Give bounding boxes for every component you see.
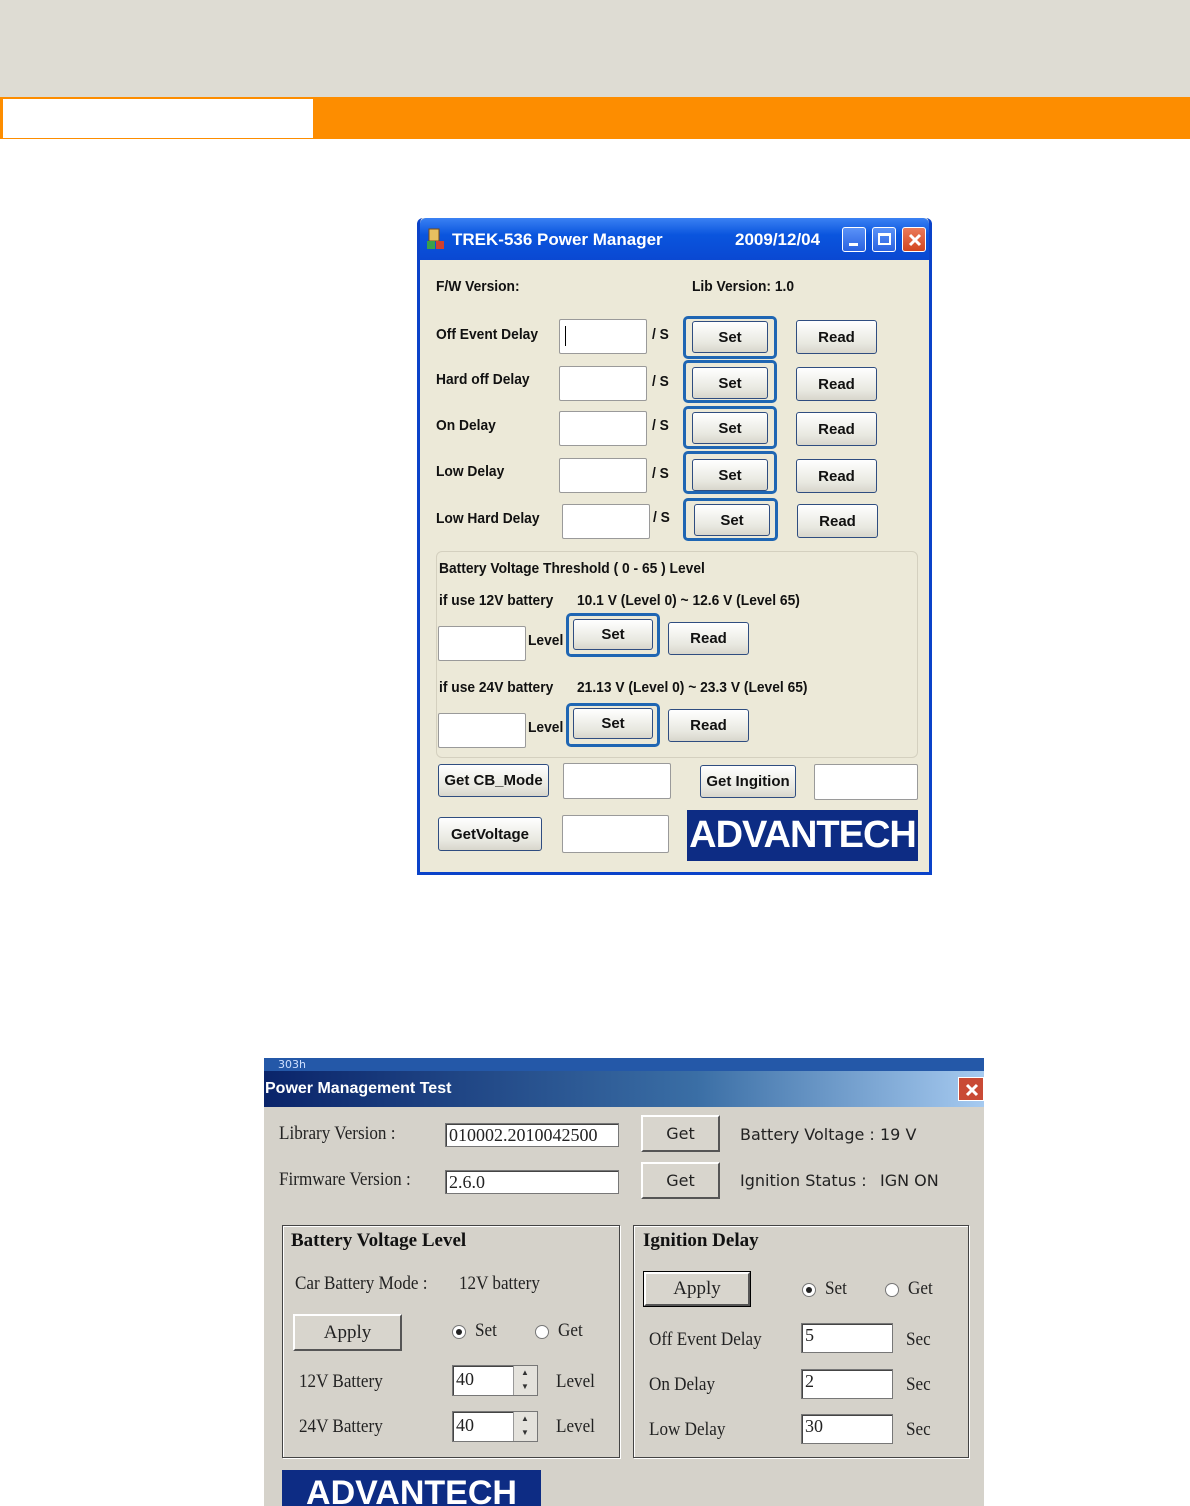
maximize-button[interactable] (872, 227, 896, 252)
ignition-get-radio[interactable] (885, 1283, 899, 1297)
off-event-delay-input[interactable]: 5 (801, 1323, 893, 1353)
fw-version-label: F/W Version: (436, 278, 520, 295)
battery-12v-range: 10.1 V (Level 0) ~ 12.6 V (Level 65) (577, 592, 800, 609)
battery-12v-label: 12V Battery (299, 1371, 383, 1392)
on-delay-label: On Delay (649, 1374, 716, 1395)
off-event-delay-read-button[interactable]: Read (796, 320, 877, 354)
hard-off-delay-read-button[interactable]: Read (796, 367, 877, 401)
hard-off-delay-unit: / S (652, 373, 669, 390)
off-event-delay-input[interactable] (559, 319, 647, 354)
low-delay-unit: Sec (906, 1419, 931, 1440)
low-hard-delay-unit: / S (653, 509, 670, 526)
window-title: Power Management Test (265, 1080, 452, 1097)
text-cursor (565, 326, 566, 346)
firmware-get-button[interactable]: Get (641, 1162, 720, 1199)
low-delay-read-button[interactable]: Read (796, 459, 877, 493)
ignition-get-radio-label: Get (908, 1278, 933, 1299)
battery-set-radio-label: Set (475, 1320, 497, 1341)
page-header-white-tab (3, 99, 313, 138)
power-management-test-window (264, 1058, 984, 1506)
advantech-logo: ADVANTECH (687, 810, 918, 861)
battery-24v-level-input[interactable] (438, 713, 526, 748)
low-hard-delay-set-button[interactable]: Set (694, 504, 770, 536)
off-event-delay-unit: / S (652, 326, 669, 343)
title-bar[interactable] (264, 1071, 984, 1107)
low-delay-set-button[interactable]: Set (692, 459, 768, 491)
on-delay-label: On Delay (436, 417, 496, 434)
get-ignition-button[interactable]: Get Ingition (700, 765, 796, 798)
cb-mode-output[interactable] (563, 763, 671, 799)
top-strip: 303h (264, 1058, 984, 1071)
close-button[interactable] (958, 1077, 984, 1101)
trek-power-manager-window (417, 218, 932, 875)
low-delay-label: Low Delay (436, 463, 505, 480)
library-version-field[interactable]: 010002.2010042500 (445, 1123, 619, 1147)
spin-up-icon[interactable]: ▲ (521, 1414, 529, 1423)
close-button[interactable] (902, 227, 926, 252)
on-delay-set-button[interactable]: Set (692, 412, 768, 444)
on-delay-unit: / S (652, 417, 669, 434)
title-bar[interactable] (420, 218, 929, 260)
battery-24v-level-label: Level (528, 719, 564, 736)
window-title: TREK-536 Power Manager (452, 230, 663, 249)
ignition-status-label: Ignition Status : (740, 1171, 867, 1190)
battery-12v-set-button[interactable]: Set (573, 619, 653, 650)
page-header-band (0, 0, 1190, 97)
firmware-version-field[interactable]: 2.6.0 (445, 1170, 619, 1194)
battery-24v-label: 24V Battery (299, 1416, 383, 1437)
battery-get-radio[interactable] (535, 1325, 549, 1339)
advantech-logo: ADVANTECH (282, 1470, 541, 1506)
off-event-delay-set-button[interactable]: Set (692, 321, 768, 353)
hard-off-delay-set-button[interactable]: Set (692, 367, 768, 399)
firmware-version-label: Firmware Version : (279, 1169, 411, 1190)
battery-24v-value: 40 (456, 1415, 474, 1435)
battery-voltage-value: 19 V (880, 1125, 917, 1144)
ignition-delay-title: Ignition Delay (643, 1230, 759, 1251)
hard-off-delay-label: Hard off Delay (436, 371, 530, 388)
low-delay-input[interactable] (559, 458, 647, 493)
ignition-set-radio-label: Set (825, 1278, 847, 1299)
low-hard-delay-input[interactable] (562, 504, 650, 539)
battery-24v-set-button[interactable]: Set (573, 708, 653, 739)
on-delay-unit: Sec (906, 1374, 931, 1395)
close-icon (964, 1082, 980, 1098)
battery-12v-level-label: Level (528, 632, 564, 649)
low-delay-unit: / S (652, 465, 669, 482)
lib-version-label: Lib Version: 1.0 (692, 278, 795, 295)
low-hard-delay-label: Low Hard Delay (436, 510, 540, 527)
battery-threshold-heading: Battery Voltage Threshold ( 0 - 65 ) Level (439, 560, 705, 577)
low-delay-label: Low Delay (649, 1419, 726, 1440)
on-delay-input[interactable]: 2 (801, 1369, 893, 1399)
battery-get-radio-label: Get (558, 1320, 583, 1341)
low-delay-input[interactable]: 30 (801, 1414, 893, 1444)
battery-24v-level-label: Level (556, 1416, 595, 1437)
battery-voltage-level-title: Battery Voltage Level (291, 1230, 467, 1251)
voltage-output[interactable] (562, 815, 669, 853)
battery-12v-label: if use 12V battery (439, 592, 554, 609)
minimize-icon (849, 243, 858, 246)
battery-12v-level-label: Level (556, 1371, 595, 1392)
car-battery-mode-value: 12V battery (459, 1273, 540, 1294)
library-get-button[interactable]: Get (641, 1115, 720, 1152)
battery-24v-label: if use 24V battery (439, 679, 554, 696)
battery-set-radio[interactable] (452, 1325, 466, 1339)
maximize-icon (878, 233, 891, 245)
off-event-delay-label: Off Event Delay (649, 1329, 762, 1350)
car-battery-mode-label: Car Battery Mode : (295, 1273, 428, 1294)
battery-voltage-label: Battery Voltage : (740, 1125, 875, 1144)
get-voltage-button[interactable]: GetVoltage (438, 817, 542, 851)
hard-off-delay-input[interactable] (559, 366, 647, 401)
minimize-button[interactable] (842, 227, 866, 252)
on-delay-input[interactable] (559, 411, 647, 446)
ignition-status-value: IGN ON (880, 1171, 939, 1190)
battery-12v-spin-buttons[interactable] (513, 1366, 537, 1395)
window-date: 2009/12/04 (735, 230, 821, 249)
ignition-apply-button[interactable]: Apply (644, 1272, 750, 1306)
battery-12v-read-button[interactable]: Read (668, 622, 749, 655)
ignition-output[interactable] (814, 764, 918, 800)
low-hard-delay-read-button[interactable]: Read (797, 504, 878, 538)
battery-24v-range: 21.13 V (Level 0) ~ 23.3 V (Level 65) (577, 679, 808, 696)
battery-12v-spinner[interactable] (452, 1365, 538, 1396)
spin-up-icon[interactable]: ▲ (521, 1368, 529, 1377)
close-icon (907, 232, 923, 248)
battery-12v-value: 40 (456, 1369, 474, 1389)
off-event-delay-label: Off Event Delay (436, 326, 539, 343)
battery-24v-read-button[interactable]: Read (668, 709, 749, 742)
battery-24v-spinner[interactable] (452, 1411, 538, 1442)
app-icon (426, 227, 446, 251)
battery-12v-level-input[interactable] (438, 626, 526, 661)
battery-24v-spin-buttons[interactable] (513, 1412, 537, 1441)
off-event-delay-unit: Sec (906, 1329, 931, 1350)
spin-down-icon[interactable]: ▼ (521, 1428, 529, 1437)
library-version-label: Library Version : (279, 1123, 396, 1144)
spin-down-icon[interactable]: ▼ (521, 1382, 529, 1391)
on-delay-read-button[interactable]: Read (796, 412, 877, 446)
battery-apply-button[interactable]: Apply (293, 1314, 402, 1351)
get-cb-mode-button[interactable]: Get CB_Mode (438, 764, 549, 797)
ignition-set-radio[interactable] (802, 1283, 816, 1297)
